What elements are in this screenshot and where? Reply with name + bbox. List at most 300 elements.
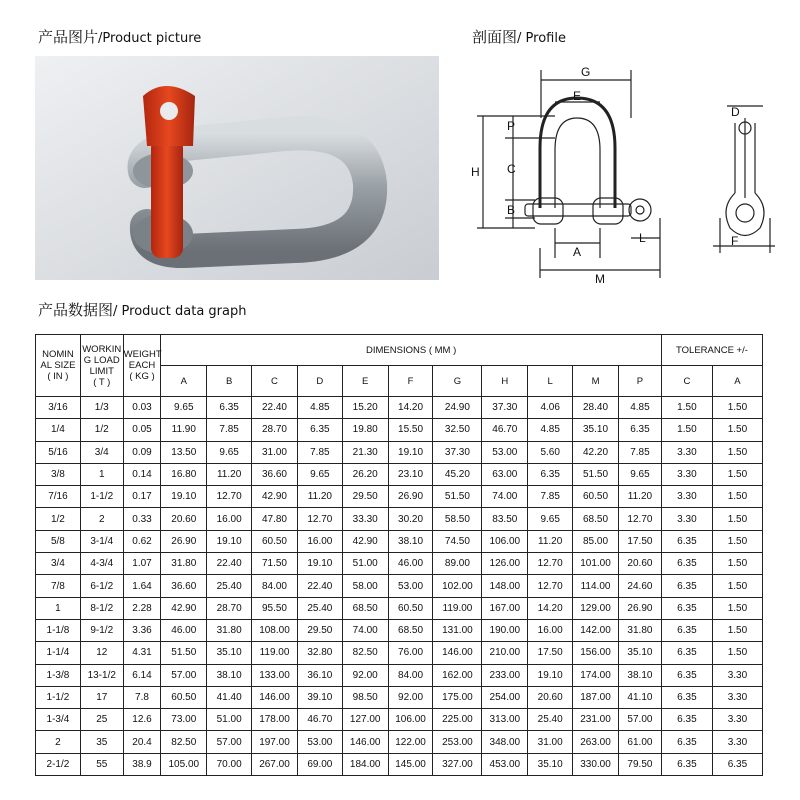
col-dim-E: E bbox=[342, 366, 388, 397]
table-cell: 1.50 bbox=[712, 441, 762, 463]
table-cell: 6.35 bbox=[661, 597, 712, 619]
table-cell: 1-1/4 bbox=[36, 642, 81, 664]
table-cell: 31.00 bbox=[252, 441, 298, 463]
table-cell: 1-1/8 bbox=[36, 619, 81, 641]
table-cell: 9.65 bbox=[161, 397, 207, 419]
table-cell: 12.70 bbox=[618, 508, 661, 530]
table-cell: 6.14 bbox=[123, 664, 161, 686]
nominal-size-line2: AL SIZE bbox=[40, 360, 76, 371]
table-cell: 3/4 bbox=[36, 553, 81, 575]
col-weight bbox=[123, 335, 161, 397]
table-cell: 210.00 bbox=[482, 642, 528, 664]
weight-line2: EACH bbox=[128, 360, 156, 371]
table-cell: 3.30 bbox=[712, 709, 762, 731]
table-cell: 6.35 bbox=[661, 619, 712, 641]
table-cell: 25.40 bbox=[207, 575, 252, 597]
table-row bbox=[36, 753, 763, 775]
table-cell: 1 bbox=[36, 597, 81, 619]
table-row bbox=[36, 642, 763, 664]
table-cell: 2.28 bbox=[123, 597, 161, 619]
table-cell: 46.00 bbox=[161, 619, 207, 641]
table-cell: 175.00 bbox=[433, 686, 482, 708]
table-cell: 148.00 bbox=[482, 575, 528, 597]
table-cell: 60.50 bbox=[252, 530, 298, 552]
table-cell: 1.50 bbox=[712, 597, 762, 619]
table-body bbox=[36, 397, 763, 776]
table-cell: 0.03 bbox=[123, 397, 161, 419]
table-cell: 14.20 bbox=[388, 397, 433, 419]
table-cell: 26.20 bbox=[342, 463, 388, 485]
label-E: E bbox=[573, 89, 582, 103]
table-cell: 82.50 bbox=[342, 642, 388, 664]
table-cell: 42.90 bbox=[161, 597, 207, 619]
table-cell: 6.35 bbox=[661, 575, 712, 597]
table-cell: 1.50 bbox=[712, 575, 762, 597]
table-cell: 26.90 bbox=[388, 486, 433, 508]
table-cell: 106.00 bbox=[388, 709, 433, 731]
label-C: C bbox=[507, 162, 516, 176]
label-P: P bbox=[507, 119, 516, 133]
table-cell: 46.00 bbox=[388, 553, 433, 575]
table-cell: 119.00 bbox=[433, 597, 482, 619]
profile-heading bbox=[472, 26, 566, 47]
table-cell: 6.35 bbox=[661, 709, 712, 731]
col-dim-D: D bbox=[297, 366, 342, 397]
table-cell: 1-3/4 bbox=[36, 709, 81, 731]
table-cell: 106.00 bbox=[482, 530, 528, 552]
table-cell: 178.00 bbox=[252, 709, 298, 731]
table-cell: 35.10 bbox=[573, 419, 619, 441]
table-row bbox=[36, 664, 763, 686]
table-row bbox=[36, 686, 763, 708]
table-cell: 21.30 bbox=[342, 441, 388, 463]
weight-line3: ( KG ) bbox=[129, 371, 155, 382]
table-cell: 32.50 bbox=[433, 419, 482, 441]
table-cell: 7.85 bbox=[207, 419, 252, 441]
table-cell: 145.00 bbox=[388, 753, 433, 775]
table-cell: 122.00 bbox=[388, 731, 433, 753]
table-cell: 6.35 bbox=[297, 419, 342, 441]
table-cell: 19.10 bbox=[528, 664, 573, 686]
col-dim-C: C bbox=[252, 366, 298, 397]
profile-diagram bbox=[455, 58, 785, 290]
table-cell: 12.70 bbox=[297, 508, 342, 530]
table-cell: 57.00 bbox=[207, 731, 252, 753]
table-row bbox=[36, 731, 763, 753]
table-cell: 24.90 bbox=[433, 397, 482, 419]
table-cell: 253.00 bbox=[433, 731, 482, 753]
table-cell: 60.50 bbox=[388, 597, 433, 619]
table-cell: 131.00 bbox=[433, 619, 482, 641]
table-cell: 7.85 bbox=[528, 486, 573, 508]
table-cell: 5/8 bbox=[36, 530, 81, 552]
table-row bbox=[36, 463, 763, 485]
table-row bbox=[36, 441, 763, 463]
product-data-heading-cn: 产品数据图 bbox=[38, 301, 114, 319]
table-cell: 7.85 bbox=[618, 441, 661, 463]
table-cell: 74.50 bbox=[433, 530, 482, 552]
table-cell: 7.85 bbox=[297, 441, 342, 463]
table-cell: 19.10 bbox=[388, 441, 433, 463]
table-cell: 9.65 bbox=[528, 508, 573, 530]
table-cell: 23.10 bbox=[388, 463, 433, 485]
table-cell: 102.00 bbox=[433, 575, 482, 597]
table-cell: 6.35 bbox=[207, 397, 252, 419]
table-cell: 47.80 bbox=[252, 508, 298, 530]
table-cell: 3/4 bbox=[80, 441, 123, 463]
table-cell: 3.30 bbox=[661, 486, 712, 508]
table-cell: 6.35 bbox=[712, 753, 762, 775]
table-cell: 101.00 bbox=[573, 553, 619, 575]
table-cell: 330.00 bbox=[573, 753, 619, 775]
table-cell: 0.17 bbox=[123, 486, 161, 508]
table-cell: 11.90 bbox=[161, 419, 207, 441]
table-cell: 3.30 bbox=[712, 686, 762, 708]
col-dim-H: H bbox=[482, 366, 528, 397]
table-cell: 11.20 bbox=[207, 463, 252, 485]
table-cell: 17 bbox=[80, 686, 123, 708]
table-cell: 84.00 bbox=[252, 575, 298, 597]
table-row bbox=[36, 530, 763, 552]
col-dim-F: F bbox=[388, 366, 433, 397]
table-cell: 79.50 bbox=[618, 753, 661, 775]
table-cell: 92.00 bbox=[388, 686, 433, 708]
table-cell: 1.07 bbox=[123, 553, 161, 575]
table-cell: 37.30 bbox=[482, 397, 528, 419]
table-cell: 142.00 bbox=[573, 619, 619, 641]
table-cell: 46.70 bbox=[297, 709, 342, 731]
label-F: F bbox=[731, 234, 739, 248]
table-cell: 29.50 bbox=[342, 486, 388, 508]
table-cell: 190.00 bbox=[482, 619, 528, 641]
table-cell: 146.00 bbox=[252, 686, 298, 708]
table-cell: 12.70 bbox=[528, 575, 573, 597]
table-cell: 0.62 bbox=[123, 530, 161, 552]
table-cell: 187.00 bbox=[573, 686, 619, 708]
table-cell: 51.50 bbox=[573, 463, 619, 485]
table-cell: 1.50 bbox=[661, 419, 712, 441]
table-cell: 38.10 bbox=[388, 530, 433, 552]
table-cell: 1.50 bbox=[712, 508, 762, 530]
table-cell: 1/2 bbox=[80, 419, 123, 441]
table-cell: 71.50 bbox=[252, 553, 298, 575]
table-cell: 31.00 bbox=[528, 731, 573, 753]
dimensions-header: DIMENSIONS ( MM ) bbox=[161, 335, 662, 366]
table-cell: 1.50 bbox=[712, 419, 762, 441]
table-cell: 74.00 bbox=[342, 619, 388, 641]
table-cell: 15.50 bbox=[388, 419, 433, 441]
table-cell: 30.20 bbox=[388, 508, 433, 530]
table-cell: 42.90 bbox=[252, 486, 298, 508]
table-cell: 1/3 bbox=[80, 397, 123, 419]
table-cell: 85.00 bbox=[573, 530, 619, 552]
table-cell: 32.80 bbox=[297, 642, 342, 664]
table-cell: 17.50 bbox=[528, 642, 573, 664]
table-cell: 1.50 bbox=[661, 397, 712, 419]
table-cell: 12 bbox=[80, 642, 123, 664]
table-cell: 4.06 bbox=[528, 397, 573, 419]
table-cell: 16.00 bbox=[207, 508, 252, 530]
nominal-size-line3: ( IN ) bbox=[47, 371, 69, 382]
table-cell: 35.10 bbox=[207, 642, 252, 664]
table-cell: 46.70 bbox=[482, 419, 528, 441]
table-cell: 60.50 bbox=[161, 686, 207, 708]
table-cell: 119.00 bbox=[252, 642, 298, 664]
table-row bbox=[36, 419, 763, 441]
tolerance-header: TOLERANCE +/- bbox=[661, 335, 762, 366]
table-cell: 95.50 bbox=[252, 597, 298, 619]
table-cell: 1-1/2 bbox=[36, 686, 81, 708]
table-cell: 22.40 bbox=[252, 397, 298, 419]
table-cell: 453.00 bbox=[482, 753, 528, 775]
table-cell: 55 bbox=[80, 753, 123, 775]
table-cell: 3.30 bbox=[712, 731, 762, 753]
table-cell: 26.90 bbox=[161, 530, 207, 552]
product-picture-heading-en: /Product picture bbox=[98, 31, 202, 46]
table-cell: 19.10 bbox=[297, 553, 342, 575]
table-cell: 57.00 bbox=[618, 709, 661, 731]
table-cell: 16.00 bbox=[528, 619, 573, 641]
table-cell: 108.00 bbox=[252, 619, 298, 641]
table-cell: 36.10 bbox=[297, 664, 342, 686]
table-cell: 24.60 bbox=[618, 575, 661, 597]
table-cell: 38.10 bbox=[207, 664, 252, 686]
table-cell: 5.60 bbox=[528, 441, 573, 463]
product-picture-heading bbox=[38, 26, 201, 47]
working-load-line4: ( T ) bbox=[93, 376, 111, 388]
table-row bbox=[36, 508, 763, 530]
table-cell: 9.65 bbox=[618, 463, 661, 485]
col-dim-M: M bbox=[573, 366, 619, 397]
table-cell: 73.00 bbox=[161, 709, 207, 731]
table-cell: 6.35 bbox=[661, 686, 712, 708]
label-B: B bbox=[507, 203, 516, 217]
table-cell: 9.65 bbox=[207, 441, 252, 463]
table-cell: 14.20 bbox=[528, 597, 573, 619]
table-cell: 197.00 bbox=[252, 731, 298, 753]
table-cell: 38.10 bbox=[618, 664, 661, 686]
table-cell: 1.50 bbox=[712, 553, 762, 575]
table-cell: 4.85 bbox=[618, 397, 661, 419]
table-cell: 31.80 bbox=[207, 619, 252, 641]
table-cell: 6.35 bbox=[528, 463, 573, 485]
table-row bbox=[36, 553, 763, 575]
col-dim-L: L bbox=[528, 366, 573, 397]
table-cell: 2-1/2 bbox=[36, 753, 81, 775]
table-cell: 33.30 bbox=[342, 508, 388, 530]
table-cell: 0.09 bbox=[123, 441, 161, 463]
table-cell: 22.40 bbox=[207, 553, 252, 575]
table-cell: 22.40 bbox=[297, 575, 342, 597]
table-cell: 3/8 bbox=[36, 463, 81, 485]
table-cell: 92.00 bbox=[342, 664, 388, 686]
table-cell: 53.00 bbox=[482, 441, 528, 463]
table-cell: 83.50 bbox=[482, 508, 528, 530]
table-cell: 68.50 bbox=[573, 508, 619, 530]
table-row bbox=[36, 597, 763, 619]
table-cell: 16.00 bbox=[297, 530, 342, 552]
table-cell: 7.8 bbox=[123, 686, 161, 708]
table-cell: 25.40 bbox=[528, 709, 573, 731]
table-cell: 327.00 bbox=[433, 753, 482, 775]
table-cell: 3-1/4 bbox=[80, 530, 123, 552]
product-data-heading-en: / Product data graph bbox=[113, 304, 247, 319]
table-cell: 51.00 bbox=[342, 553, 388, 575]
table-cell: 51.00 bbox=[207, 709, 252, 731]
table-cell: 68.50 bbox=[342, 597, 388, 619]
table-cell: 9-1/2 bbox=[80, 619, 123, 641]
table-cell: 16.80 bbox=[161, 463, 207, 485]
table-cell: 7/8 bbox=[36, 575, 81, 597]
table-row bbox=[36, 709, 763, 731]
label-G: G bbox=[581, 65, 591, 79]
table-cell: 20.4 bbox=[123, 731, 161, 753]
table-cell: 6.35 bbox=[661, 664, 712, 686]
table-cell: 12.6 bbox=[123, 709, 161, 731]
table-cell: 1.50 bbox=[712, 530, 762, 552]
table-cell: 4.31 bbox=[123, 642, 161, 664]
table-cell: 36.60 bbox=[161, 575, 207, 597]
table-cell: 19.10 bbox=[207, 530, 252, 552]
table-cell: 58.50 bbox=[433, 508, 482, 530]
label-D: D bbox=[731, 105, 740, 119]
table-cell: 1-1/2 bbox=[80, 486, 123, 508]
table-cell: 36.60 bbox=[252, 463, 298, 485]
product-data-table bbox=[35, 334, 763, 776]
col-dim-G: G bbox=[433, 366, 482, 397]
table-cell: 53.00 bbox=[388, 575, 433, 597]
table-cell: 35.10 bbox=[528, 753, 573, 775]
table-cell: 63.00 bbox=[482, 463, 528, 485]
table-cell: 6.35 bbox=[661, 642, 712, 664]
label-A: A bbox=[573, 245, 582, 259]
working-load-line1: WORKIN bbox=[82, 343, 122, 355]
table-cell: 0.33 bbox=[123, 508, 161, 530]
nominal-size-line1: NOMIN bbox=[42, 349, 74, 360]
table-cell: 51.50 bbox=[433, 486, 482, 508]
table-row bbox=[36, 619, 763, 641]
table-cell: 12.70 bbox=[528, 553, 573, 575]
table-cell: 11.20 bbox=[618, 486, 661, 508]
table-cell: 254.00 bbox=[482, 686, 528, 708]
table-cell: 6.35 bbox=[661, 553, 712, 575]
table-cell: 42.90 bbox=[342, 530, 388, 552]
table-cell: 231.00 bbox=[573, 709, 619, 731]
table-cell: 51.50 bbox=[161, 642, 207, 664]
table-cell: 1.50 bbox=[712, 619, 762, 641]
table-row bbox=[36, 575, 763, 597]
table-cell: 20.60 bbox=[528, 686, 573, 708]
table-cell: 6.35 bbox=[661, 753, 712, 775]
working-load-line2: G LOAD bbox=[83, 354, 120, 366]
table-cell: 98.50 bbox=[342, 686, 388, 708]
table-cell: 60.50 bbox=[573, 486, 619, 508]
table-cell: 126.00 bbox=[482, 553, 528, 575]
col-dim-A: A bbox=[161, 366, 207, 397]
table-cell: 29.50 bbox=[297, 619, 342, 641]
label-H: H bbox=[471, 165, 480, 179]
table-cell: 6.35 bbox=[618, 419, 661, 441]
table-cell: 3.30 bbox=[661, 508, 712, 530]
table-cell: 4-3/4 bbox=[80, 553, 123, 575]
table-cell: 84.00 bbox=[388, 664, 433, 686]
label-M: M bbox=[595, 272, 605, 286]
table-cell: 11.20 bbox=[297, 486, 342, 508]
table-cell: 267.00 bbox=[252, 753, 298, 775]
table-cell: 58.00 bbox=[342, 575, 388, 597]
table-cell: 1.50 bbox=[712, 486, 762, 508]
table-cell: 4.85 bbox=[528, 419, 573, 441]
table-cell: 25 bbox=[80, 709, 123, 731]
table-cell: 9.65 bbox=[297, 463, 342, 485]
table-cell: 28.40 bbox=[573, 397, 619, 419]
table-cell: 39.10 bbox=[297, 686, 342, 708]
table-cell: 82.50 bbox=[161, 731, 207, 753]
table-cell: 2 bbox=[80, 508, 123, 530]
table-cell: 28.70 bbox=[252, 419, 298, 441]
table-cell: 114.00 bbox=[573, 575, 619, 597]
table-cell: 3.30 bbox=[712, 664, 762, 686]
table-cell: 41.10 bbox=[618, 686, 661, 708]
table-cell: 61.00 bbox=[618, 731, 661, 753]
table-cell: 31.80 bbox=[618, 619, 661, 641]
table-cell: 1.50 bbox=[712, 642, 762, 664]
table-cell: 3.30 bbox=[661, 463, 712, 485]
table-cell: 41.40 bbox=[207, 686, 252, 708]
table-cell: 35 bbox=[80, 731, 123, 753]
table-cell: 12.70 bbox=[207, 486, 252, 508]
table-cell: 146.00 bbox=[342, 731, 388, 753]
table-cell: 7/16 bbox=[36, 486, 81, 508]
table-cell: 37.30 bbox=[433, 441, 482, 463]
table-cell: 70.00 bbox=[207, 753, 252, 775]
profile-heading-en: / Profile bbox=[517, 31, 566, 46]
table-cell: 313.00 bbox=[482, 709, 528, 731]
table-cell: 4.85 bbox=[297, 397, 342, 419]
table-cell: 76.00 bbox=[388, 642, 433, 664]
table-cell: 156.00 bbox=[573, 642, 619, 664]
table-cell: 174.00 bbox=[573, 664, 619, 686]
label-L: L bbox=[639, 231, 646, 245]
table-cell: 3.36 bbox=[123, 619, 161, 641]
table-cell: 1 bbox=[80, 463, 123, 485]
product-data-heading bbox=[38, 299, 247, 320]
table-cell: 89.00 bbox=[433, 553, 482, 575]
table-cell: 26.90 bbox=[618, 597, 661, 619]
table-cell: 6-1/2 bbox=[80, 575, 123, 597]
table-cell: 68.50 bbox=[388, 619, 433, 641]
col-working-load bbox=[80, 335, 123, 397]
table-cell: 1.64 bbox=[123, 575, 161, 597]
product-picture-heading-cn: 产品图片 bbox=[38, 28, 99, 46]
table-cell: 35.10 bbox=[618, 642, 661, 664]
col-nominal-size bbox=[36, 335, 81, 397]
table-cell: 167.00 bbox=[482, 597, 528, 619]
table-cell: 28.70 bbox=[207, 597, 252, 619]
table-cell: 15.20 bbox=[342, 397, 388, 419]
col-dim-P: P bbox=[618, 366, 661, 397]
table-cell: 25.40 bbox=[297, 597, 342, 619]
table-cell: 31.80 bbox=[161, 553, 207, 575]
table-cell: 225.00 bbox=[433, 709, 482, 731]
table-cell: 1/2 bbox=[36, 508, 81, 530]
table-cell: 6.35 bbox=[661, 731, 712, 753]
table-cell: 42.20 bbox=[573, 441, 619, 463]
table-cell: 1-3/8 bbox=[36, 664, 81, 686]
table-cell: 0.14 bbox=[123, 463, 161, 485]
table-cell: 2 bbox=[36, 731, 81, 753]
profile-heading-cn: 剖面图 bbox=[472, 28, 518, 46]
